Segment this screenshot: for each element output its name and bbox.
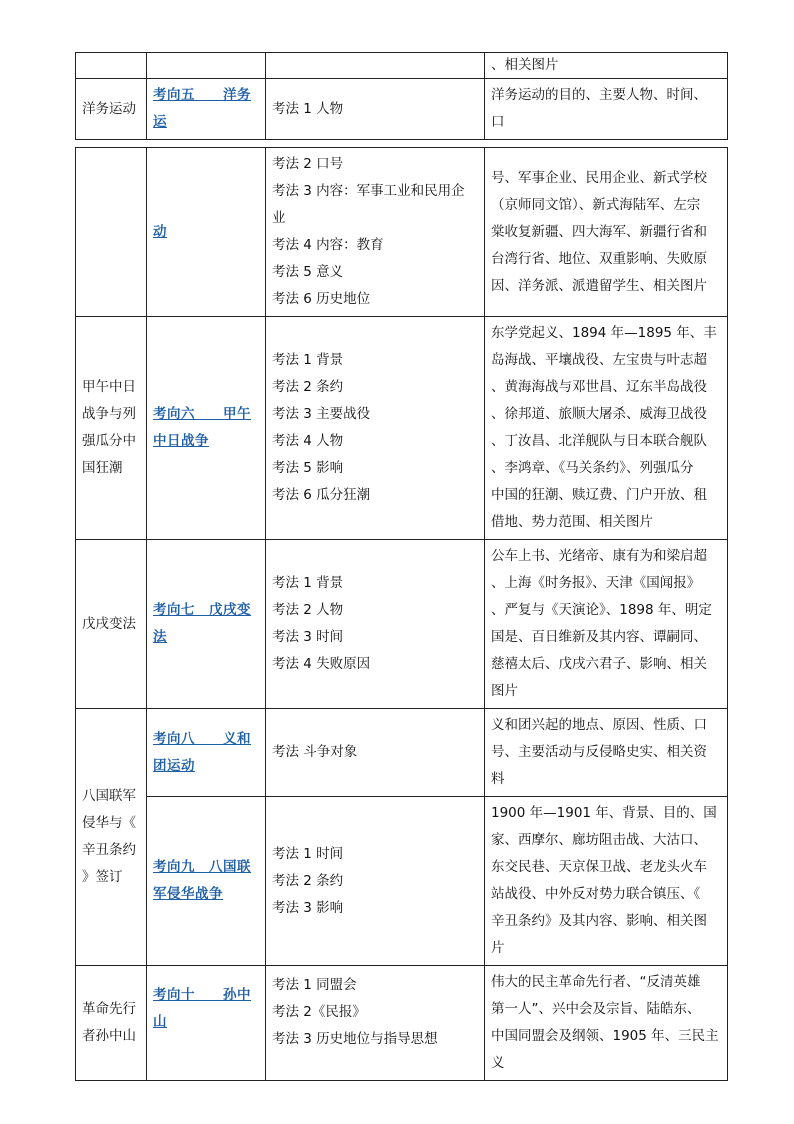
exam-point: 考法 1 同盟会 — [272, 977, 357, 993]
topic-link-line[interactable]: 考向七 戊戌变 — [153, 602, 251, 618]
summary-cell — [485, 797, 728, 966]
exam-point: 考法 3 内容：军事工业和民用企 — [272, 183, 465, 199]
summary-line: 、上海《时务报》、天津《国闻报》 — [491, 575, 701, 591]
summary-line: 借地、势力范围、相关图片 — [491, 514, 653, 530]
summary-line: 号、军事企业、民用企业、新式学校 — [491, 169, 707, 186]
exam-point: 考法 1 人物 — [272, 100, 344, 117]
section-title-line: 》签订 — [82, 869, 123, 885]
table-row — [76, 79, 728, 140]
summary-line: 洋务运动的目的、主要人物、时间、 — [491, 87, 707, 103]
section-title-line: 者孙中山 — [82, 1028, 136, 1044]
exam-point: 考法 2《民报》 — [272, 1004, 366, 1020]
summary-line: 片 — [491, 940, 505, 956]
summary-cell — [485, 709, 728, 797]
section-title-line: 侵华与《 — [82, 815, 136, 831]
summary-line: 口 — [491, 114, 505, 130]
table-row — [76, 317, 728, 540]
topic-link-line[interactable]: 运 — [153, 114, 167, 130]
exam-point: 考法 5 影响 — [272, 460, 344, 476]
summary-line: 中国同盟会及纲领、1905 年、三民主 — [491, 1028, 719, 1044]
topic-link-cell[interactable] — [147, 79, 266, 140]
summary-line: 义 — [491, 1055, 505, 1071]
summary-line: 站战役、中外反对势力联合镇压、《 — [491, 886, 701, 902]
topic-link-line[interactable]: 动 — [153, 223, 167, 240]
table-part-1 — [75, 52, 728, 140]
exam-points-cell — [266, 797, 485, 966]
cell-empty — [76, 53, 147, 79]
section-title-line: 戊戌变法 — [82, 615, 136, 632]
topic-link-line[interactable]: 考向六 甲午 — [153, 406, 251, 422]
section-title-line: 革命先行 — [82, 1001, 136, 1017]
exam-point: 考法 1 背景 — [272, 575, 344, 591]
section-title-cell: 洋务运动 — [76, 79, 147, 140]
table-row — [76, 540, 728, 709]
summary-cell: 、相关图片 — [485, 53, 728, 79]
exam-point: 考法 斗争对象 — [272, 744, 358, 760]
topic-link-cell[interactable] — [147, 709, 266, 797]
summary-line: 台湾行省、地位、双重影响、失败原 — [491, 250, 707, 267]
summary-line: 东交民巷、天京保卫战、老龙头火车 — [491, 859, 707, 875]
summary-line: 义和团兴起的地点、原因、性质、口 — [491, 717, 707, 733]
exam-points-cell — [266, 79, 485, 140]
section-title-cell — [76, 317, 147, 540]
table-row — [76, 797, 728, 966]
topic-link-line[interactable]: 法 — [153, 629, 167, 645]
topic-link-cell[interactable] — [147, 966, 266, 1081]
exam-point: 考法 4 人物 — [272, 433, 344, 449]
exam-point: 考法 2 人物 — [272, 602, 344, 618]
summary-cell — [485, 148, 728, 317]
summary-line: 图片 — [491, 683, 518, 699]
topic-link-line[interactable]: 考向八 义和 — [153, 730, 251, 747]
summary-line: 岛海战、平壤战役、左宝贵与叶志超 — [491, 352, 707, 368]
section-title-line: 国狂潮 — [82, 460, 123, 476]
topic-link-line[interactable]: 考向十 孙中 — [153, 987, 251, 1003]
exam-point: 考法 3 主要战役 — [272, 406, 371, 422]
summary-line: 棠收复新疆、四大海军、新疆行省和 — [491, 223, 707, 240]
summary-line: 辛丑条约》及其内容、影响、相关图 — [491, 913, 707, 929]
summary-line: 伟大的民主革命先行者、“反清英雄 — [491, 974, 701, 990]
summary-cell — [485, 540, 728, 709]
summary-line: 料 — [491, 771, 505, 787]
summary-line: （京师同文馆）、新式海陆军、左宗 — [491, 196, 701, 213]
topic-link-cell[interactable] — [147, 148, 266, 317]
exam-point: 考法 2 口号 — [272, 156, 344, 172]
summary-line: 、徐邦道、旅顺大屠杀、威海卫战役 — [491, 406, 707, 422]
exam-point: 考法 6 瓜分狂潮 — [272, 487, 371, 503]
topic-link-cell[interactable] — [147, 540, 266, 709]
section-title-line: 辛丑条约 — [82, 842, 136, 858]
cell-empty — [76, 148, 147, 317]
topic-link-line[interactable]: 团运动 — [153, 757, 195, 774]
exam-point: 业 — [272, 210, 286, 226]
exam-point: 考法 6 历史地位 — [272, 291, 371, 307]
table-part-2 — [75, 147, 728, 1081]
exam-points-cell — [266, 966, 485, 1081]
exam-point: 考法 5 意义 — [272, 264, 344, 280]
exam-point: 考法 3 历史地位与指导思想 — [272, 1031, 438, 1047]
table-row — [76, 53, 728, 79]
section-title-cell — [76, 966, 147, 1081]
summary-line: 国是、百日维新及其内容、谭嗣同、 — [491, 629, 707, 645]
topic-link-line[interactable]: 考向九 八国联 — [153, 859, 251, 875]
exam-point: 考法 1 背景 — [272, 352, 344, 368]
cell-empty — [147, 53, 266, 79]
exam-points-cell — [266, 709, 485, 797]
topic-link-line[interactable]: 军侵华战争 — [153, 886, 223, 902]
summary-line: 、丁汝昌、北洋舰队与日本联合舰队 — [491, 433, 707, 449]
cell-empty — [266, 53, 485, 79]
summary-line: 第一人”、兴中会及宗旨、陆皓东、 — [491, 1001, 701, 1017]
section-title-line: 八国联军 — [82, 788, 136, 804]
topic-link-cell[interactable] — [147, 797, 266, 966]
summary-line: 家、西摩尔、廊坊阻击战、大沽口、 — [491, 832, 707, 848]
topic-link-cell[interactable] — [147, 317, 266, 540]
exam-points-cell — [266, 317, 485, 540]
table-row — [76, 148, 728, 317]
exam-point: 考法 4 内容：教育 — [272, 237, 384, 253]
summary-cell — [485, 317, 728, 540]
summary-line: 、黄海海战与邓世昌、辽东半岛战役 — [491, 379, 707, 395]
topic-link-line[interactable]: 考向五 洋务 — [153, 87, 251, 103]
topic-link-line[interactable]: 山 — [153, 1014, 167, 1030]
summary-line: 1900 年—1901 年、背景、目的、国 — [491, 805, 717, 821]
exam-point: 考法 4 失败原因 — [272, 656, 371, 672]
exam-point: 考法 3 时间 — [272, 629, 344, 645]
table-row — [76, 709, 728, 797]
summary-line: 号、主要活动与反侵略史实、相关资 — [491, 744, 707, 760]
summary-line: 慈禧太后、戊戌六君子、影响、相关 — [491, 656, 707, 672]
exam-point: 考法 2 条约 — [272, 379, 344, 395]
summary-cell — [485, 966, 728, 1081]
section-title-line: 强瓜分中 — [82, 433, 136, 449]
summary-line: 、严复与《天演论》、1898 年、明定 — [491, 602, 712, 618]
summary-line: 公车上书、光绪帝、康有为和梁启超 — [491, 548, 707, 564]
summary-line: 、李鸿章、《马关条约》、列强瓜分 — [491, 460, 694, 476]
exam-points-cell — [266, 148, 485, 317]
summary-line: 因、洋务派、派遣留学生、相关图片 — [491, 277, 707, 294]
exam-point: 考法 2 条约 — [272, 872, 344, 889]
exam-point: 考法 3 影响 — [272, 899, 344, 916]
section-title-line: 战争与列 — [82, 406, 136, 422]
exam-points-cell — [266, 540, 485, 709]
section-title-cell — [76, 709, 147, 966]
summary-cell — [485, 79, 728, 140]
exam-point: 考法 1 时间 — [272, 845, 344, 862]
summary-line: 东学党起义、1894 年—1895 年、丰 — [491, 325, 717, 341]
topic-link-line[interactable]: 中日战争 — [153, 433, 209, 449]
table-row — [76, 966, 728, 1081]
section-title-line: 甲午中日 — [82, 379, 136, 395]
section-title-cell — [76, 540, 147, 709]
summary-line: 中国的狂潮、赎辽费、门户开放、租 — [491, 487, 707, 503]
